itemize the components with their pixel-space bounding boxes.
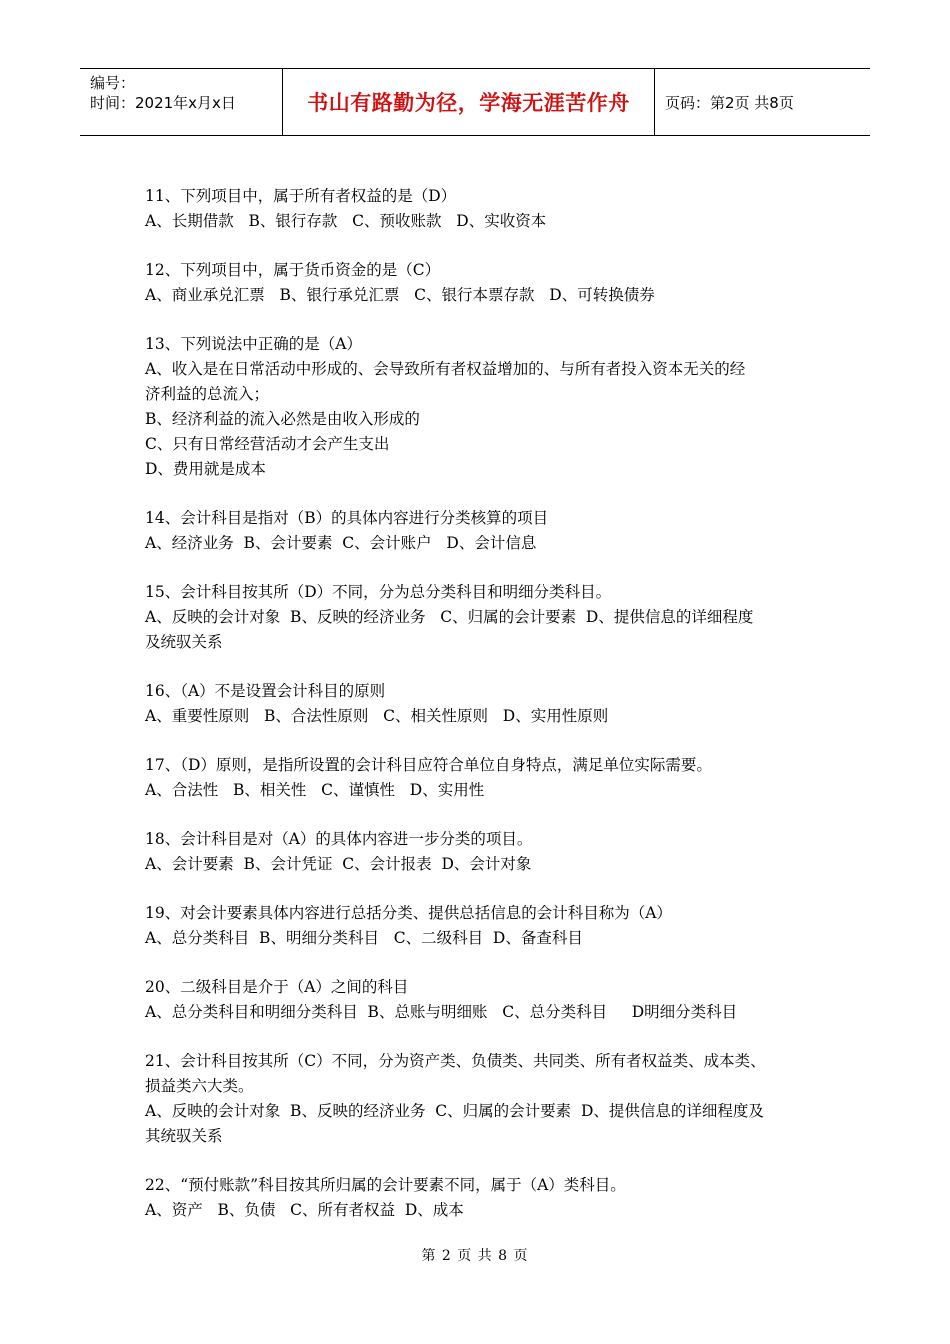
question-line: A、反映的会计对象 B、反映的经济业务 C、归属的会计要素 D、提供信息的详细程度及 [145,1102,764,1120]
question-line: B、经济利益的流入必然是由收入形成的 [145,410,420,428]
question-line: A、总分类科目 B、明细分类科目 C、二级科目 D、备查科目 [145,929,583,947]
question-block [145,679,825,729]
question-line: 14、会计科目是指对（B）的具体内容进行分类核算的项目 [145,509,549,527]
question-line: 12、下列项目中，属于货币资金的是（C） [145,261,441,279]
question-line: 济利益的总流入； [145,385,270,403]
question-line: A、重要性原则 B、合法性原则 C、相关性原则 D、实用性原则 [145,707,609,725]
question-line: 17、（D）原则，是指所设置的会计科目应符合单位自身特点，满足单位实际需要。 [145,756,712,774]
question-line: 18、会计科目是对（A）的具体内容进一步分类的项目。 [145,830,533,848]
question-line: 20、二级科目是介于（A）之间的科目 [145,978,409,996]
question-block [145,827,825,877]
question-line: D、费用就是成本 [145,460,266,478]
question-block [145,901,825,951]
question-block [145,332,825,482]
question-block [145,580,825,655]
page-footer: 第 2 页 共 8 页 [421,1248,529,1264]
question-line: 及统驭关系 [145,633,223,651]
question-line: A、商业承兑汇票 B、银行承兑汇票 C、银行本票存款 D、可转换债券 [145,286,655,304]
header-page-label: 页码：第2页 共8页 [665,93,794,112]
question-block [145,184,825,234]
question-line: A、长期借款 B、银行存款 C、预收账款 D、实收资本 [145,212,547,230]
question-line: 19、对会计要素具体内容进行总括分类、提供总括信息的会计科目称为（A） [145,904,672,922]
question-line: A、总分类科目和明细分类科目 B、总账与明细账 C、总分类科目 D明细分类科目 [145,1003,738,1021]
question-block [145,1173,825,1223]
question-line: 其统驭关系 [145,1127,223,1145]
question-block [145,506,825,556]
question-line: 22、“预付账款”科目按其所归属的会计要素不同，属于（A）类科目。 [145,1176,626,1194]
page-header [80,68,870,136]
question-list [145,184,825,1247]
header-meta [80,69,283,135]
header-motto: 书山有路勤为径，学海无涯苦作舟 [283,69,655,135]
question-line: A、资产 B、负债 C、所有者权益 D、成本 [145,1201,464,1219]
question-line: A、合法性 B、相关性 C、谨慎性 D、实用性 [145,781,485,799]
question-line: 16、（A）不是设置会计科目的原则 [145,682,386,700]
question-line: 损益类六大类。 [145,1077,254,1095]
question-line: C、只有日常经营活动才会产生支出 [145,435,390,453]
question-line: 11、下列项目中，属于所有者权益的是（D） [145,187,457,205]
question-block [145,975,825,1025]
question-block [145,1049,825,1149]
question-block [145,753,825,803]
document-code-label: 编号： [90,74,136,92]
question-block [145,258,825,308]
question-line: A、收入是在日常活动中形成的、会导致所有者权益增加的、与所有者投入资本无关的经 [145,360,746,378]
question-line: 15、会计科目按其所（D）不同，分为总分类科目和明细分类科目。 [145,583,612,601]
question-line: 21、会计科目按其所（C）不同，分为资产类、负债类、共同类、所有者权益类、成本类、 [145,1052,766,1070]
question-line: A、经济业务 B、会计要素 C、会计账户 D、会计信息 [145,534,537,552]
question-line: A、反映的会计对象 B、反映的经济业务 C、归属的会计要素 D、提供信息的详细程度 [145,608,754,626]
question-line: 13、下列说法中正确的是（A） [145,335,362,353]
question-line: A、会计要素 B、会计凭证 C、会计报表 D、会计对象 [145,855,532,873]
document-time-label: 时间：2021年x月x日 [90,94,236,112]
